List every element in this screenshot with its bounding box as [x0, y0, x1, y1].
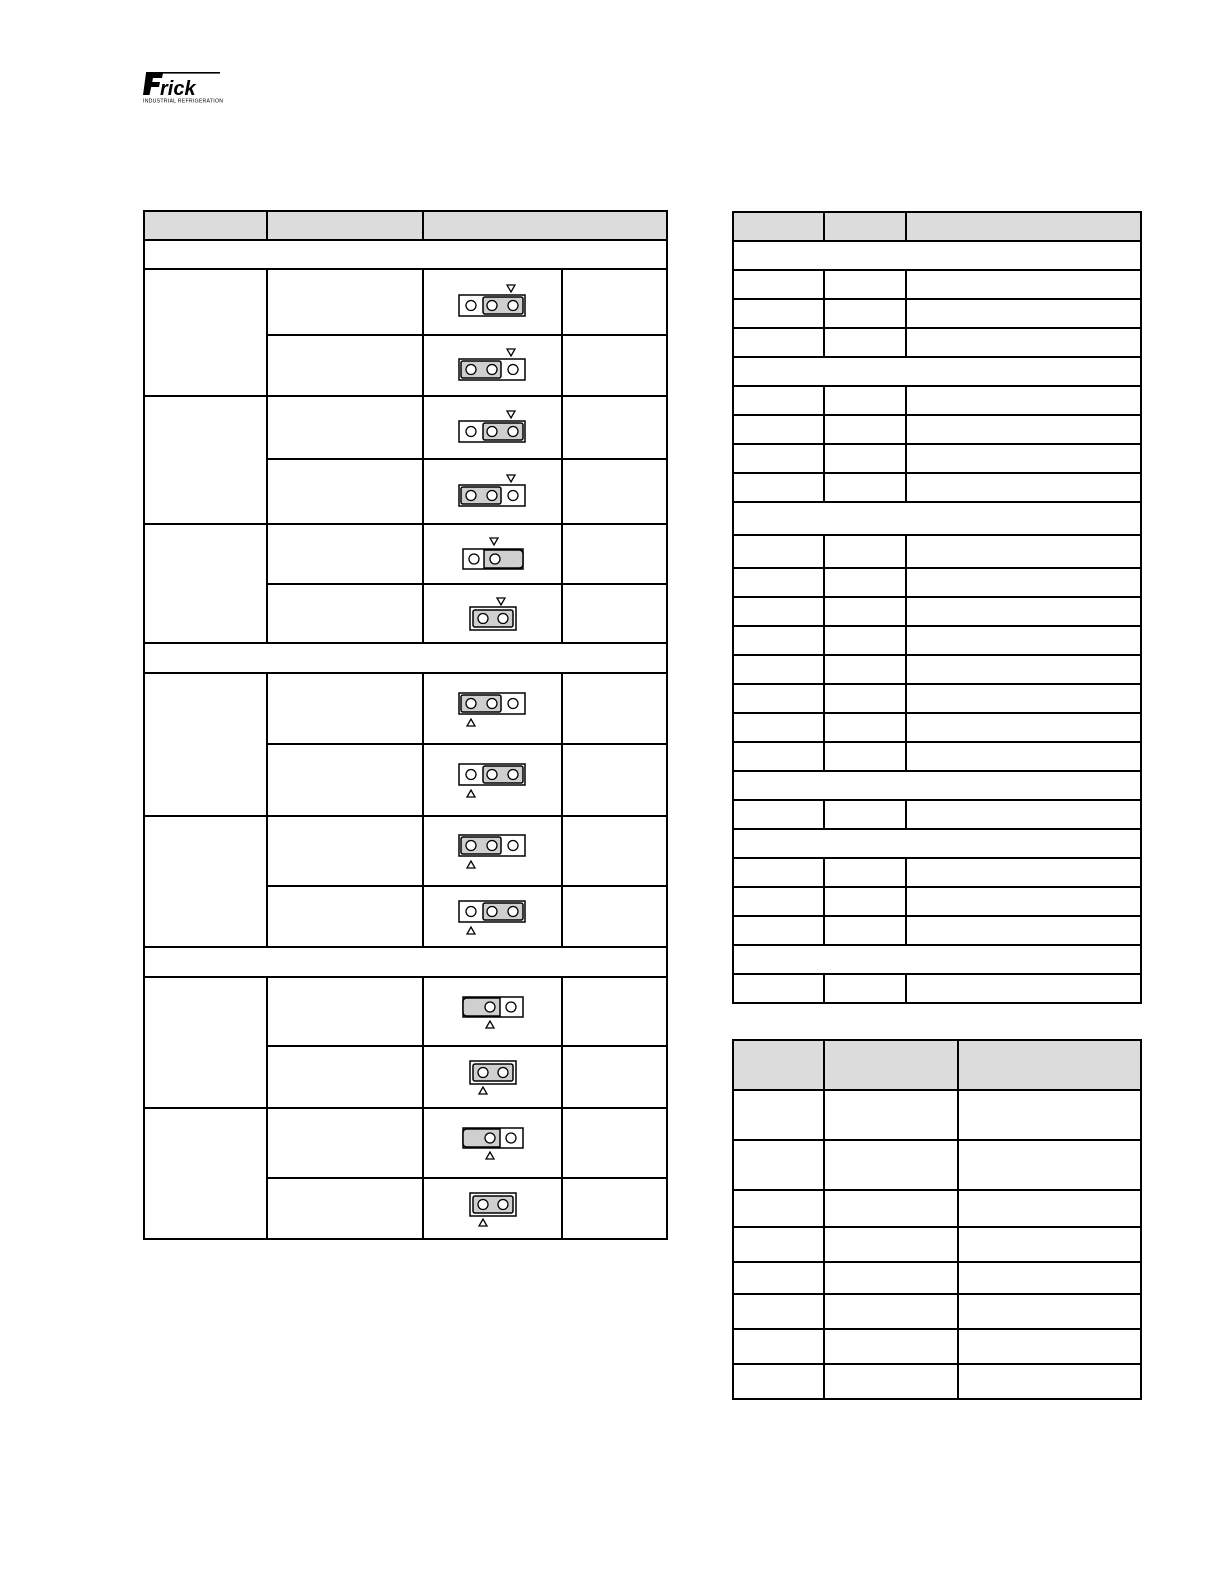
- jumper-2pin-offset-icon: [460, 994, 526, 1030]
- section-row: [144, 643, 667, 673]
- result-cell: [562, 269, 667, 335]
- jumper-diagram-cell: [423, 744, 562, 816]
- table-header-row: [733, 1040, 1141, 1090]
- table-row: [733, 974, 1141, 1003]
- table-row: [733, 270, 1141, 299]
- table-row: [733, 858, 1141, 887]
- table-row: [733, 444, 1141, 473]
- svg-text:INDUSTRIAL REFRIGERATION: INDUSTRIAL REFRIGERATION: [143, 98, 223, 104]
- jumper-2pin-on-icon: [467, 596, 519, 632]
- option-cell: [267, 1046, 423, 1108]
- table-row: [733, 1090, 1141, 1140]
- result-cell: [562, 396, 667, 459]
- table-row: [144, 524, 667, 584]
- header-cell: [906, 212, 1141, 241]
- jumper-2pin-on-icon: [467, 1191, 519, 1227]
- option-cell: [267, 977, 423, 1046]
- table-row: [144, 1108, 667, 1178]
- jumper-settings-table: [143, 210, 668, 1240]
- option-cell: [267, 1108, 423, 1178]
- table-row: [733, 713, 1141, 742]
- jumper-diagram-cell: [423, 977, 562, 1046]
- jumper-3pin-right-on-icon: [457, 409, 529, 447]
- jumper-diagram-cell: [423, 1108, 562, 1178]
- table-row: [733, 473, 1141, 502]
- table-row: [144, 673, 667, 744]
- header-cell: [733, 212, 824, 241]
- jumper-diagram-cell: [423, 396, 562, 459]
- option-cell: [267, 459, 423, 524]
- table-row: [733, 415, 1141, 444]
- table-row: [144, 396, 667, 459]
- jumper-3pin-left-on-icon: [457, 690, 529, 728]
- setting-name-cell: [144, 524, 267, 643]
- table-row: [733, 1227, 1141, 1262]
- section-row: [144, 947, 667, 977]
- jumper-3pin-right-on-icon: [457, 283, 529, 321]
- section-row: [733, 945, 1141, 974]
- header-cell: [267, 211, 423, 240]
- table-row: [733, 1140, 1141, 1190]
- option-cell: [267, 524, 423, 584]
- jumper-diagram-cell: [423, 524, 562, 584]
- option-cell: [267, 1178, 423, 1239]
- header-cell: [733, 1040, 824, 1090]
- jumper-diagram-cell: [423, 335, 562, 396]
- section-row: [733, 357, 1141, 386]
- header-cell: [824, 1040, 958, 1090]
- table-header-row: [733, 212, 1141, 241]
- result-cell: [562, 886, 667, 947]
- address-table: [732, 211, 1142, 1004]
- section-row: [733, 829, 1141, 858]
- result-cell: [562, 1108, 667, 1178]
- section-row: [733, 771, 1141, 800]
- table-row: [733, 655, 1141, 684]
- table-row: [733, 597, 1141, 626]
- result-cell: [562, 459, 667, 524]
- settings-table: [732, 1039, 1142, 1400]
- result-cell: [562, 335, 667, 396]
- setting-name-cell: [144, 816, 267, 947]
- option-cell: [267, 886, 423, 947]
- section-row: [733, 241, 1141, 270]
- jumper-2pin-on-icon: [467, 1059, 519, 1095]
- table-header-row: [144, 211, 667, 240]
- section-row: [144, 240, 667, 269]
- jumper-2pin-offset-icon: [460, 536, 526, 572]
- option-cell: [267, 816, 423, 886]
- jumper-3pin-left-on-icon: [457, 473, 529, 511]
- setting-name-cell: [144, 396, 267, 524]
- frick-logo: [143, 70, 225, 104]
- result-cell: [562, 1178, 667, 1239]
- table-row: [733, 1262, 1141, 1294]
- jumper-diagram-cell: [423, 459, 562, 524]
- jumper-diagram-cell: [423, 269, 562, 335]
- jumper-diagram-cell: [423, 1046, 562, 1108]
- result-cell: [562, 584, 667, 643]
- setting-name-cell: [144, 269, 267, 396]
- option-cell: [267, 335, 423, 396]
- option-cell: [267, 744, 423, 816]
- table-row: [144, 816, 667, 886]
- setting-name-cell: [144, 977, 267, 1108]
- table-row: [733, 1294, 1141, 1329]
- header-cell: [824, 212, 906, 241]
- table-row: [733, 386, 1141, 415]
- jumper-3pin-left-on-icon: [457, 832, 529, 870]
- jumper-3pin-right-on-icon: [457, 898, 529, 936]
- section-row: [733, 502, 1141, 535]
- svg-text:rick: rick: [160, 78, 196, 100]
- table-row: [733, 1190, 1141, 1227]
- table-row: [733, 626, 1141, 655]
- header-cell: [423, 211, 667, 240]
- option-cell: [267, 673, 423, 744]
- header-cell: [958, 1040, 1141, 1090]
- result-cell: [562, 524, 667, 584]
- jumper-2pin-offset-icon: [460, 1125, 526, 1161]
- jumper-diagram-cell: [423, 816, 562, 886]
- option-cell: [267, 584, 423, 643]
- table-row: [733, 742, 1141, 771]
- table-row: [733, 1329, 1141, 1364]
- result-cell: [562, 816, 667, 886]
- jumper-diagram-cell: [423, 1178, 562, 1239]
- setting-name-cell: [144, 1108, 267, 1239]
- option-cell: [267, 269, 423, 335]
- table-row: [733, 684, 1141, 713]
- table-row: [733, 887, 1141, 916]
- setting-name-cell: [144, 673, 267, 816]
- jumper-diagram-cell: [423, 584, 562, 643]
- jumper-3pin-right-on-icon: [457, 761, 529, 799]
- jumper-diagram-cell: [423, 886, 562, 947]
- jumper-3pin-left-on-icon: [457, 347, 529, 385]
- table-row: [733, 800, 1141, 829]
- table-row: [733, 299, 1141, 328]
- table-row: [733, 535, 1141, 568]
- table-row: [144, 977, 667, 1046]
- result-cell: [562, 1046, 667, 1108]
- table-row: [733, 916, 1141, 945]
- table-row: [733, 328, 1141, 357]
- jumper-diagram-cell: [423, 673, 562, 744]
- header-cell: [144, 211, 267, 240]
- result-cell: [562, 977, 667, 1046]
- option-cell: [267, 396, 423, 459]
- result-cell: [562, 673, 667, 744]
- result-cell: [562, 744, 667, 816]
- table-row: [733, 1364, 1141, 1399]
- table-row: [144, 269, 667, 335]
- table-row: [733, 568, 1141, 597]
